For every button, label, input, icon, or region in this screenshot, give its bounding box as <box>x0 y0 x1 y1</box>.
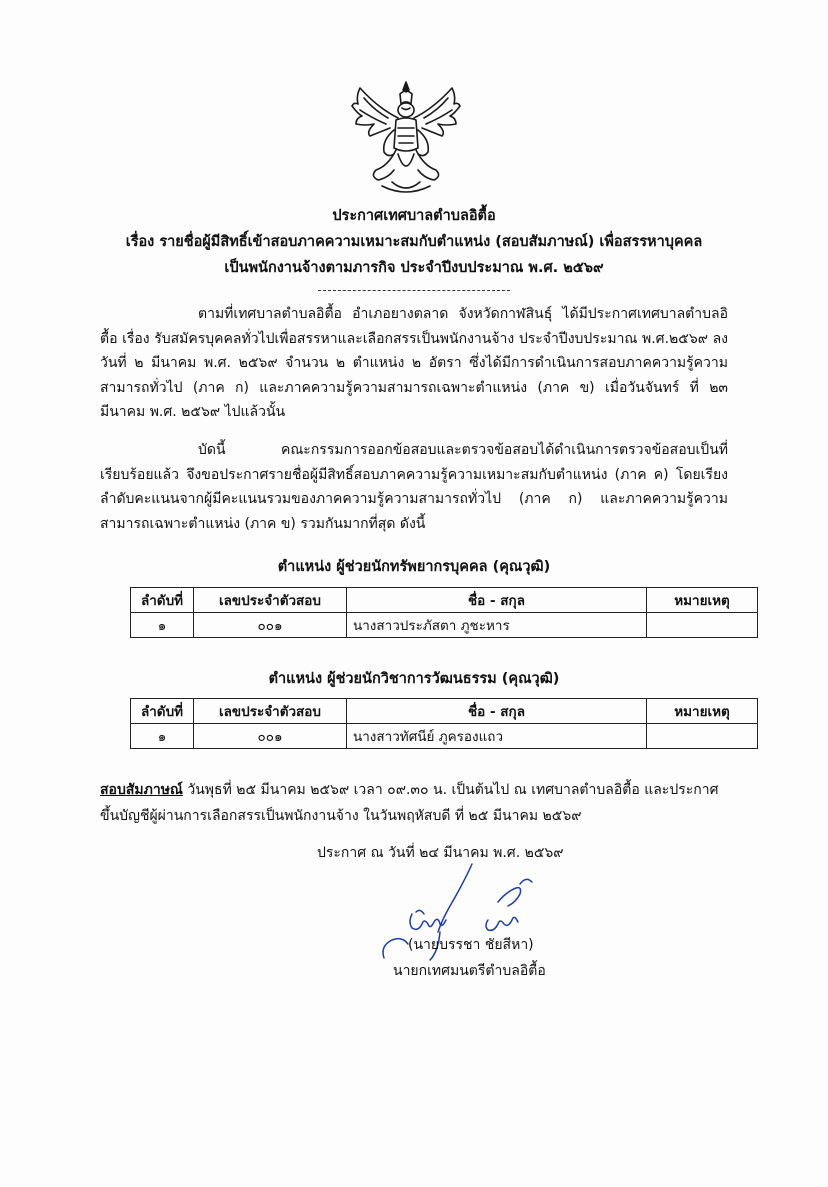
col-name: ชื่อ - สกุล <box>347 699 647 724</box>
candidate-table-2 <box>130 698 758 749</box>
cell-name: นางสาวประภัสตา ภูชะหาร <box>347 613 647 638</box>
col-order: ลำดับที่ <box>131 588 194 613</box>
cell-name: นางสาวทัศนีย์ ภูครองแถว <box>347 724 647 749</box>
col-exam-id: เลขประจำตัวสอบ <box>194 699 347 724</box>
cell-remark <box>647 724 758 749</box>
paragraph-2-text: บัดนี้ คณะกรรมการออกข้อสอบและตรวจข้อสอบได้ดำเนินการตรวจข้อสอบเป็นที่เรียบร้อยแล้ว จึงขอประกาศรายชื่อผู้มีสิทธิ์สอบภาคความรู้ความเหมาะสมกับตำแหน่ง (ภาค ค) โดยเรียงลำดับคะแนนจากผู้มีคะแนนรวมของภาคความรู้ความสามารถทั่วไป (ภาค ก) และภาคความรู้ความสามารถเฉพาะตำแหน่ง (ภาค ข) รวมกันมากที่สุด ดังนี้ <box>100 442 728 532</box>
issue-date: ประกาศ ณ วันที่ ๒๔ มีนาคม พ.ศ. ๒๕๖๙ <box>317 845 564 861</box>
garuda-emblem-icon <box>348 78 464 196</box>
col-order: ลำดับที่ <box>131 699 194 724</box>
col-remark: หมายเหตุ <box>647 588 758 613</box>
table-row <box>131 613 758 638</box>
cell-exam-id: ๐๐๑ <box>194 613 347 638</box>
body-paragraph-1 <box>100 302 728 425</box>
position-title-2: ตำแหน่ง ผู้ช่วยนักวิชาการวัฒนธรรม (คุณวุฒิ) <box>268 671 560 687</box>
interview-notice <box>100 777 728 829</box>
cell-order: ๑ <box>131 613 194 638</box>
cell-exam-id: ๐๐๑ <box>194 724 347 749</box>
table-row <box>131 724 758 749</box>
announcement-title: ประกาศเทศบาลตำบลอิตื้อ <box>332 208 496 224</box>
signer-position: นายกเทศมนตรีตำบลอิตื้อ <box>393 963 546 979</box>
position-title-1: ตำแหน่ง ผู้ช่วยนักทรัพยากรบุคคล (คุณวุฒิ) <box>277 559 551 575</box>
table-header-row <box>131 699 758 724</box>
col-name: ชื่อ - สกุล <box>347 588 647 613</box>
signer-name: (นายบรรชา ชัยสีหา) <box>408 937 534 953</box>
body-paragraph-2 <box>100 438 728 536</box>
cell-order: ๑ <box>131 724 194 749</box>
paragraph-1-text: ตามที่เทศบาลตำบลอิตื้อ อำเภอยางตลาด จังหวัดกาฬสินธุ์ ได้มีประกาศเทศบาลตำบลอิตื้อ เรื่อง รับสมัครบุคคลทั่วไปเพื่อสรรหาและเลือกสรรเป็นพนักงานจ้าง ประจำปีงบประมาณ พ.ศ.๒๕๖๙ ลงวันที่ ๒ มีนาคม พ.ศ. ๒๕๖๙ จำนวน ๒ ตำแหน่ง ๒ อัตรา ซึ่งได้มีการดำเนินการสอบภาคความรู้ความสามารถทั่วไป (ภาค ก) และภาคความรู้ความสามารถเฉพาะตำแหน่ง (ภาค ข) เมื่อวันจันทร์ ที่ ๒๓ มีนาคม พ.ศ. ๒๕๖๙ ไปแล้วนั้น <box>100 306 728 420</box>
candidate-table-1 <box>130 587 758 638</box>
title-divider <box>318 290 510 291</box>
table-header-row <box>131 588 758 613</box>
col-remark: หมายเหตุ <box>647 699 758 724</box>
cell-remark <box>647 613 758 638</box>
col-exam-id: เลขประจำตัวสอบ <box>194 588 347 613</box>
announcement-subject-cont: เป็นพนักงานจ้างตามภารกิจ ประจำปีงบประมาณ พ.ศ. ๒๕๖๙ <box>224 260 604 276</box>
interview-label: สอบสัมภาษณ์ <box>100 782 183 798</box>
announcement-subject: เรื่อง รายชื่อผู้มีสิทธิ์เข้าสอบภาคความเหมาะสมกับตำแหน่ง (สอบสัมภาษณ์) เพื่อสรรหาบุคคล <box>125 234 703 250</box>
interview-text: วันพุธที่ ๒๕ มีนาคม ๒๕๖๙ เวลา ๐๙.๓๐ น. เป็นต้นไป ณ เทศบาลตำบลอิตื้อ และประกาศขึ้นบัญชีผู้ผ่านการเลือกสรรเป็นพนักงานจ้าง ในวันพฤหัสบดี ที่ ๒๕ มีนาคม ๒๕๖๙ <box>100 782 719 824</box>
